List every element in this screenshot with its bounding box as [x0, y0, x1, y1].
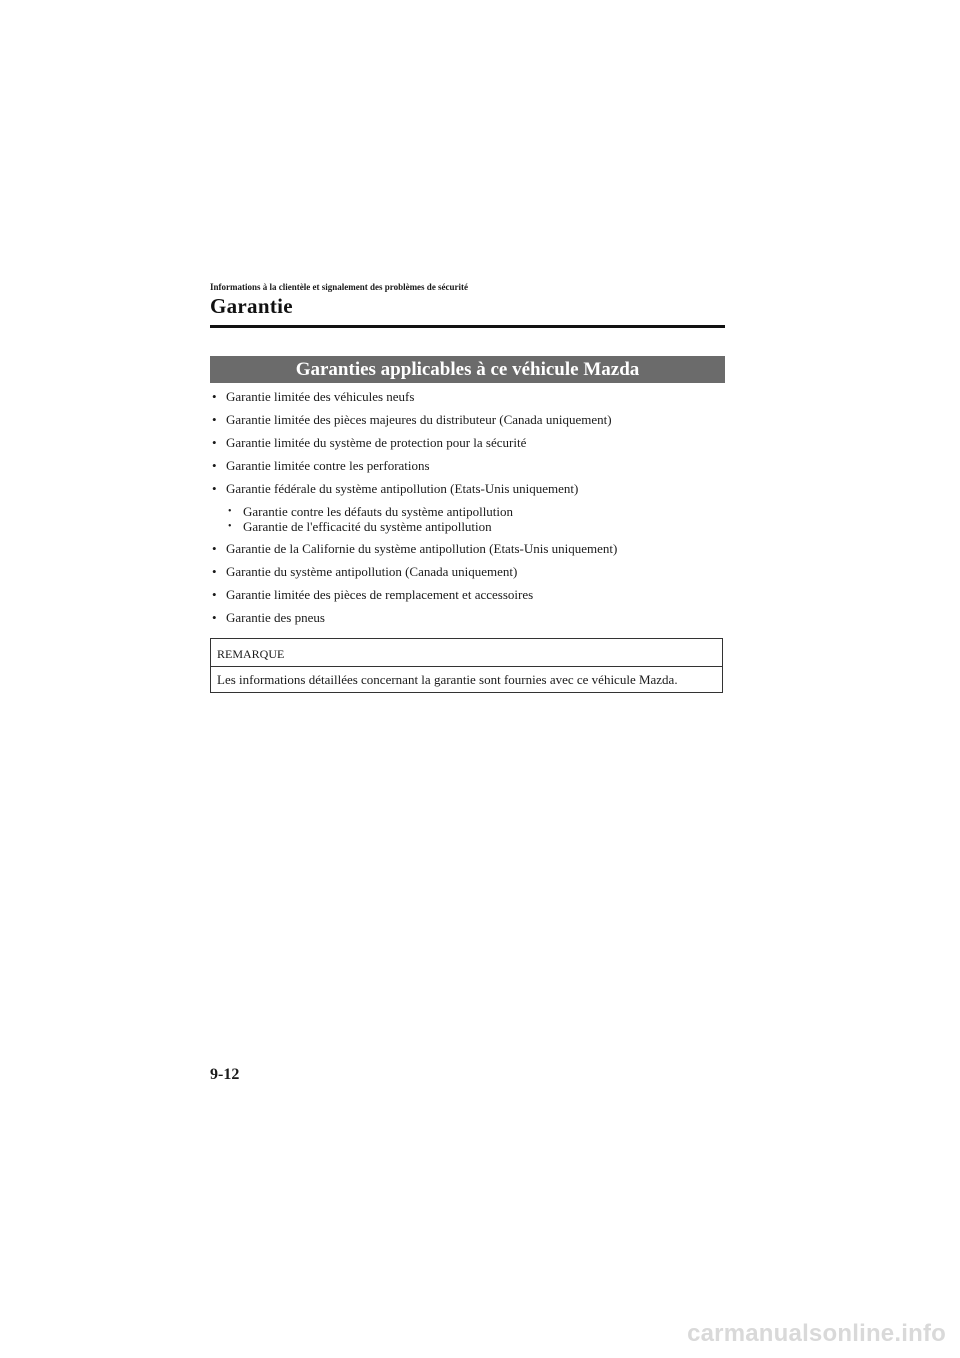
bullet-icon: •	[212, 458, 217, 473]
list-item-text: Garantie limitée des pièces majeures du distributeur (Canada uniquement)	[226, 412, 612, 427]
list-item-text: Garantie de la Californie du système antipollution (Etats-Unis uniquement)	[226, 541, 618, 556]
bullet-icon: •	[212, 610, 217, 625]
bullet-icon: •	[212, 587, 217, 602]
chapter-breadcrumb: Informations à la clientèle et signalement des problèmes de sécurité	[210, 282, 469, 292]
watermark-link[interactable]: carmanualsonline.info	[687, 1320, 946, 1347]
list-item	[212, 541, 724, 557]
list-item	[212, 587, 724, 603]
warranty-list	[212, 389, 724, 633]
list-item-text: Garantie limitée contre les perforations	[226, 458, 430, 473]
sub-bullet-icon: •	[228, 506, 232, 517]
bullet-icon: •	[212, 564, 217, 579]
list-item-text: Garantie limitée des pièces de remplacement et accessoires	[226, 587, 534, 602]
list-item-text: Garantie limitée du système de protection pour la sécurité	[226, 435, 527, 450]
list-item-text: Garantie fédérale du système antipollution (Etats-Unis uniquement)	[226, 481, 579, 496]
bullet-icon: •	[212, 481, 217, 496]
sub-list-item-text: Garantie de l'efficacité du système antipollution	[243, 519, 492, 534]
bullet-icon: •	[212, 412, 217, 427]
section-heading: Garanties applicables à ce véhicule Mazda	[210, 356, 725, 383]
list-item	[212, 610, 724, 626]
sub-list-item	[228, 519, 724, 534]
bullet-icon: •	[212, 389, 217, 404]
note-box	[210, 638, 723, 693]
page-title: Garantie	[210, 294, 293, 318]
list-item-text: Garantie des pneus	[226, 610, 325, 625]
list-item	[212, 435, 724, 451]
bullet-icon: •	[212, 435, 217, 450]
list-item	[212, 481, 724, 534]
sub-list	[226, 504, 724, 534]
list-item-text: Garantie limitée des véhicules neufs	[226, 389, 415, 404]
list-item	[212, 389, 724, 405]
list-item	[212, 564, 724, 580]
sub-bullet-icon: •	[228, 521, 232, 532]
list-item	[212, 458, 724, 474]
sub-list-item	[228, 504, 724, 519]
list-item-text: Garantie du système antipollution (Canada uniquement)	[226, 564, 518, 579]
sub-list-item-text: Garantie contre les défauts du système antipollution	[243, 504, 514, 519]
page-number: 9-12	[210, 1066, 240, 1083]
list-item	[212, 412, 724, 428]
note-divider	[211, 666, 722, 667]
header-divider	[210, 325, 725, 328]
bullet-icon: •	[212, 541, 217, 556]
note-title: REMARQUE	[217, 647, 285, 661]
note-text: Les informations détaillées concernant la garantie sont fournies avec ce véhicule Mazda.	[217, 672, 678, 687]
